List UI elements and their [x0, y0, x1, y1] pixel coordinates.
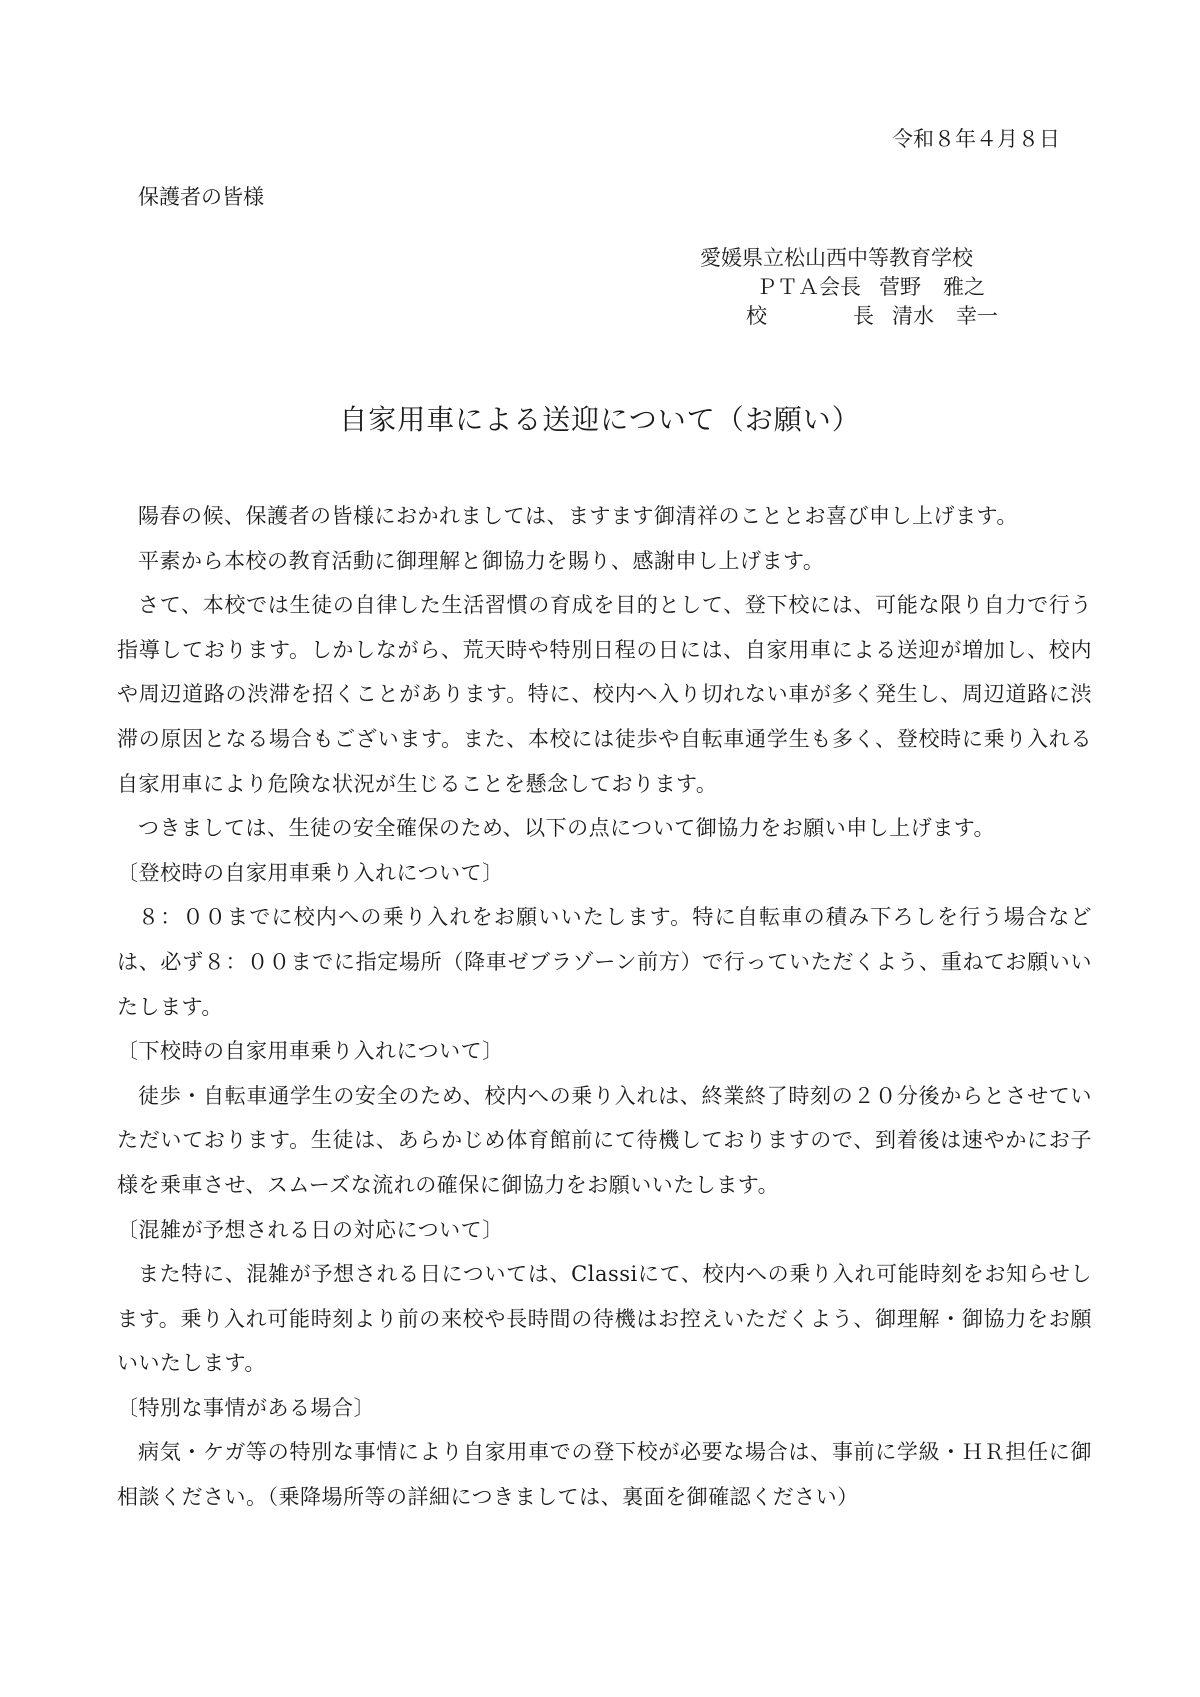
section-text-arrival: ８：００までに校内への乗り入れをお願いいたします。特に自転車の積み下ろしを行う場合などは、必ず８：００までに指定場所（降車ゼブラゾーン前方）で行っていただくよう、重ねてお願いいたします。: [117, 905, 1092, 1019]
section-heading-congestion: 〔混雑が予想される日の対応について〕: [117, 1217, 504, 1242]
principal-given-name: 幸一: [956, 304, 998, 328]
sender-principal-line: [700, 302, 1040, 331]
paragraph-request: つきましては、生徒の安全確保のため、以下の点について御協力をお願い申し上げます。: [138, 816, 996, 841]
principal-title-part1: 校: [746, 304, 767, 328]
pta-title: ＰＴＡ会長: [756, 275, 861, 299]
principal-surname: 清水: [892, 304, 934, 328]
section-heading-departure: 〔下校時の自家用車乗り入れについて〕: [117, 1039, 504, 1064]
pta-surname: 菅野: [879, 275, 921, 299]
principal-title-part2: 長: [853, 304, 874, 328]
paragraph-thanks: 平素から本校の教育活動に御理解と御協力を賜り、感謝申し上げます。: [138, 548, 825, 573]
issue-date: 令和８年４月８日: [892, 127, 1060, 151]
addressee: 保護者の皆様: [138, 185, 264, 209]
section-text-special: 病気・ケガ等の特別な事情により自家用車での登下校が必要な場合は、事前に学級・ＨＲ担任に御相談ください。（乗降場所等の詳細につきましては、裏面を御確認ください）: [117, 1440, 1092, 1510]
section-text-departure: 徒歩・自転車通学生の安全のため、校内への乗り入れは、終業終了時刻の２０分後からとさせていただいております。生徒は、あらかじめ体育館前にて待機しておりますので、到着後は速やかにお子様を乗車させ、スムーズな流れの確保に御協力をお願いいたします。: [117, 1083, 1092, 1197]
pta-given-name: 雅之: [943, 275, 985, 299]
section-heading-arrival: 〔登校時の自家用車乗り入れについて〕: [117, 860, 504, 885]
section-text-congestion: また特に、混雑が予想される日については、Classiにて、校内への乗り入れ可能時刻をお知らせします。乗り入れ可能時刻より前の来校や長時間の待機はお控えいただくよう、御理解・御協力をお願いいたします。: [117, 1262, 1092, 1376]
document-body: [117, 494, 1092, 1520]
paragraph-greeting: 陽春の候、保護者の皆様におかれましては、ますます御清祥のこととお喜び申し上げます。: [138, 504, 1018, 528]
document-title: 自家用車による送迎について（お願い）: [339, 403, 861, 436]
section-heading-special: 〔特別な事情がある場合〕: [117, 1395, 375, 1420]
paragraph-background: さて、本校では生徒の自律した生活習慣の育成を目的として、登下校には、可能な限り自力で行う指導しております。しかしながら、荒天時や特別日程の日には、自家用車による送迎が増加し、校内や周辺道路の渋滞を招くことがあります。特に、校内へ入り切れない車が多く発生し、周辺道路に渋滞の原因となる場合もございます。また、本校には徒歩や自転車通学生も多く、登校時に乗り入れる自家用車により危険な状況が生じることを懸念しております。: [117, 593, 1092, 796]
sender-pta-line: [700, 273, 1040, 302]
sender-block: [700, 244, 1040, 331]
sender-school: 愛媛県立松山西中等教育学校: [700, 246, 973, 270]
